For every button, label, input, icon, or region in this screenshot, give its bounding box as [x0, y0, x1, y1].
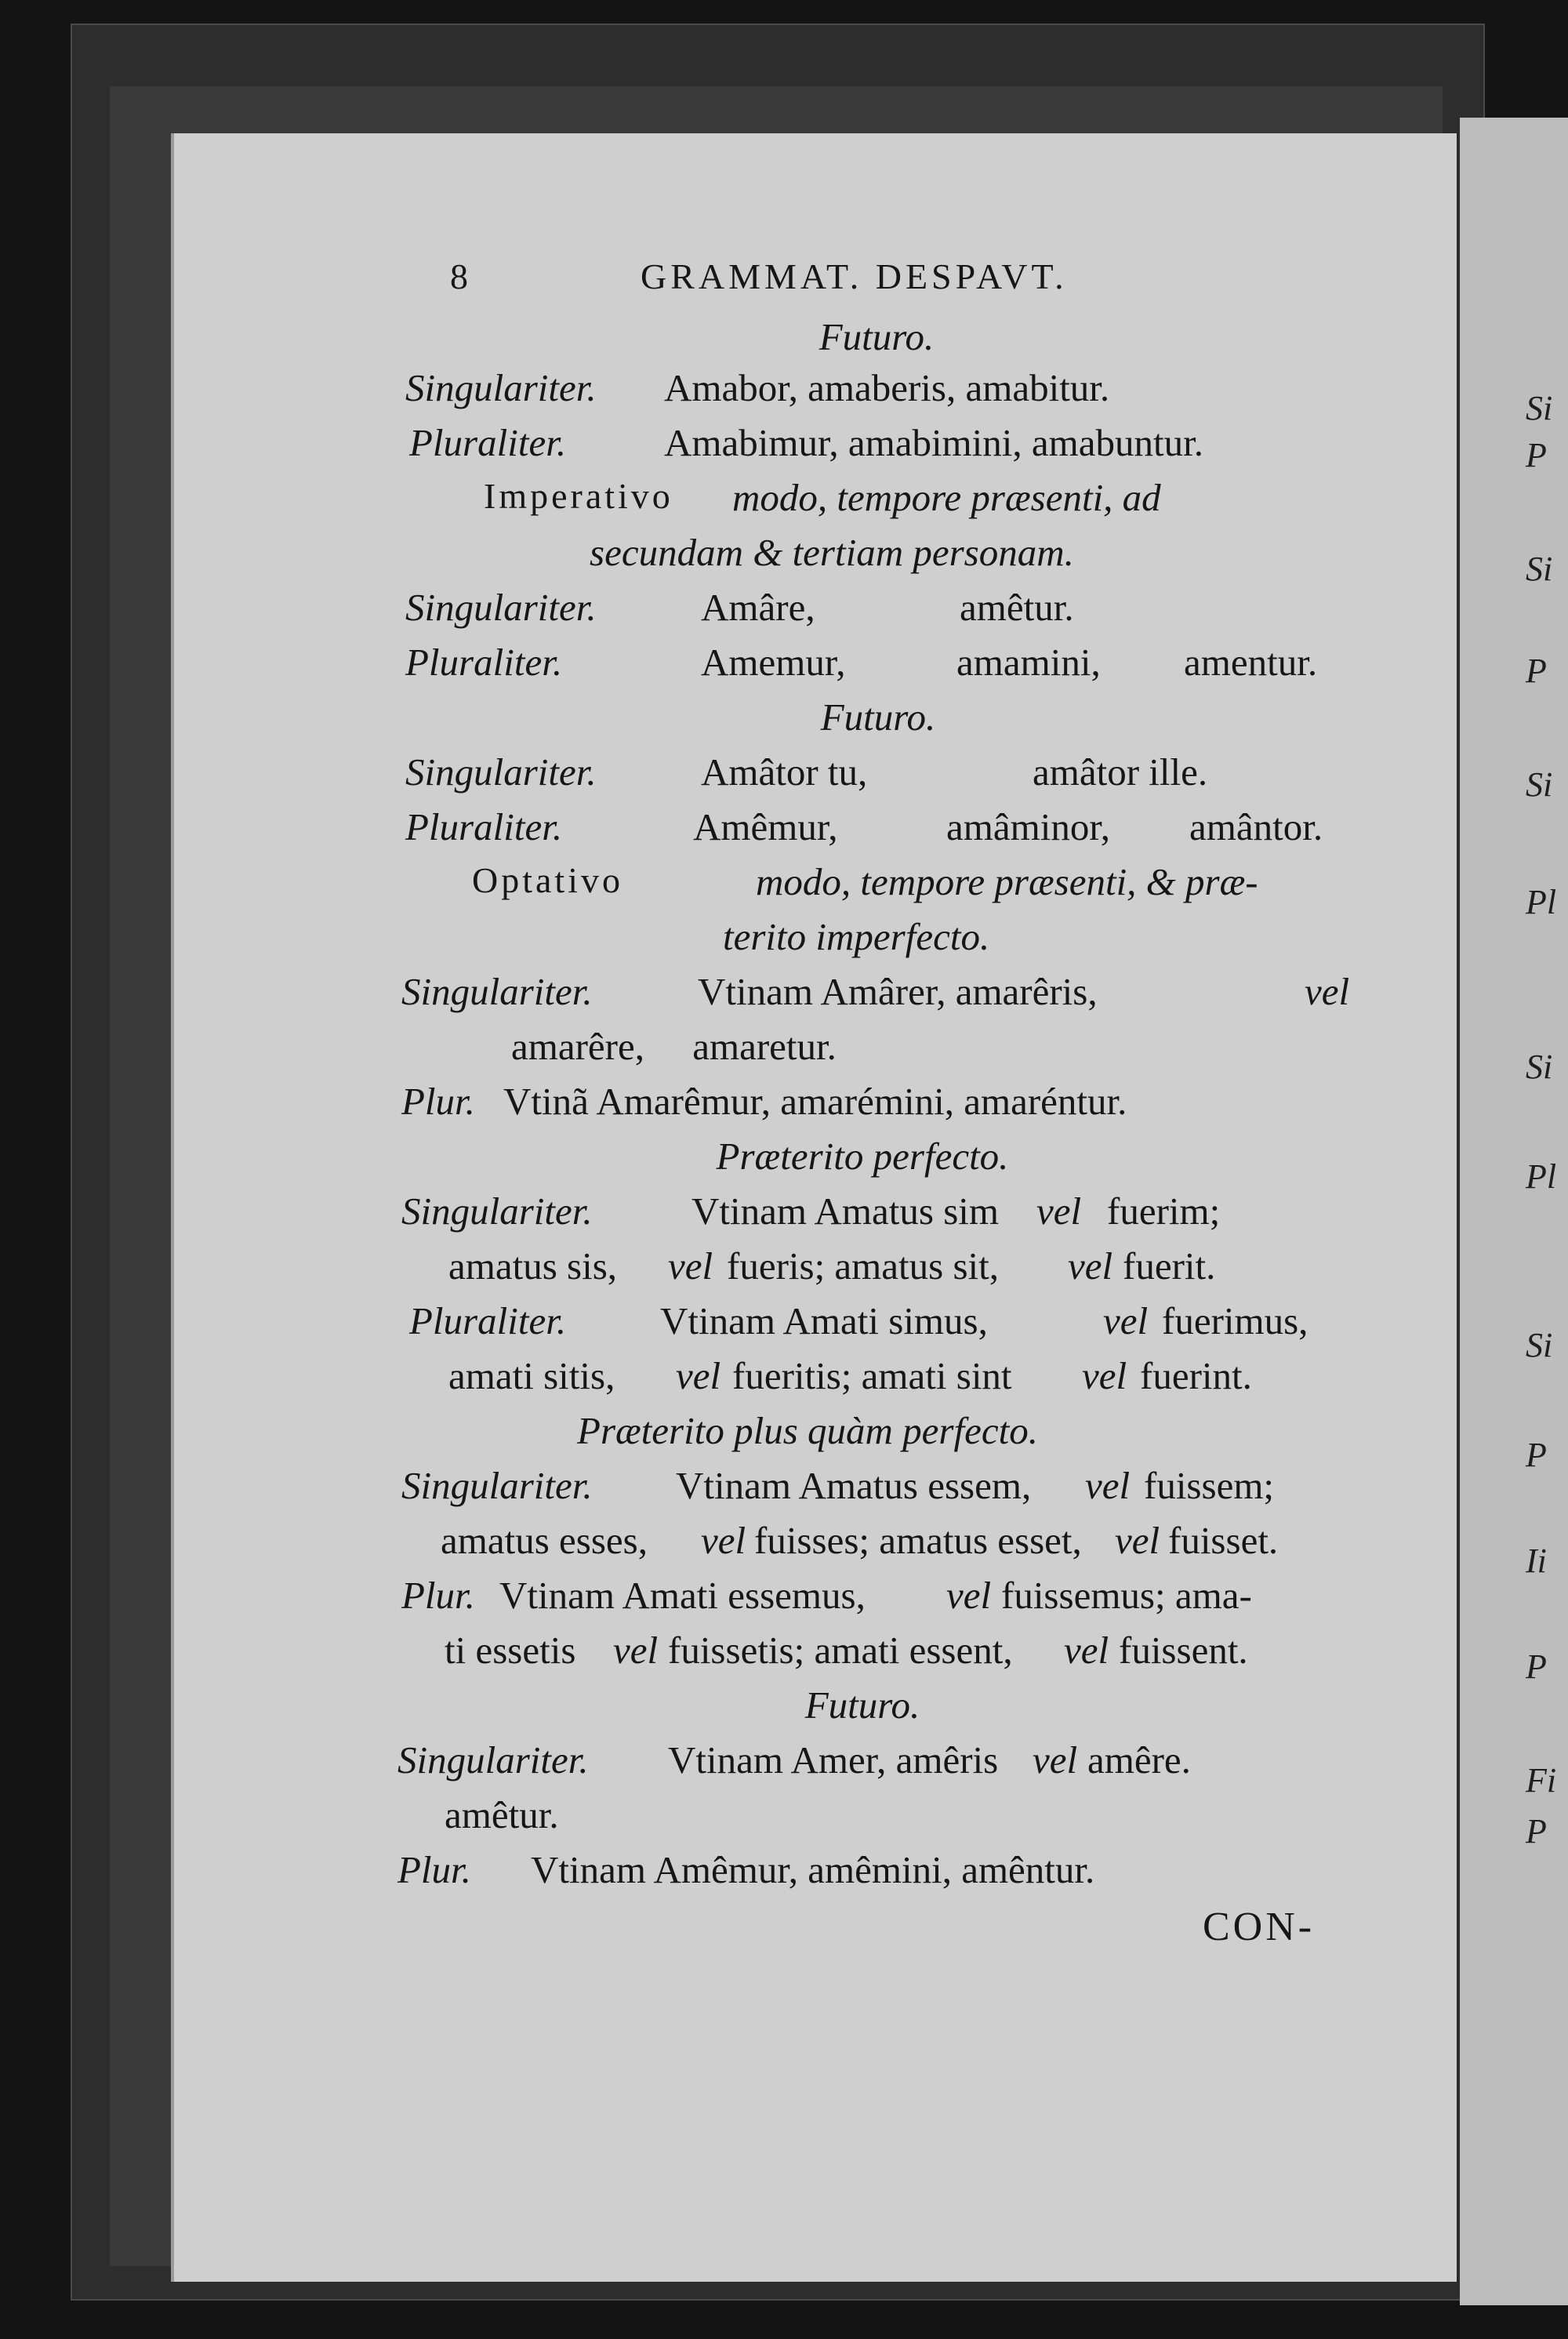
row-label: Singulariter.: [401, 1189, 593, 1233]
row-label: Singulariter.: [405, 586, 597, 629]
facing-page-fragment: P: [1526, 436, 1547, 474]
facing-page-edge: [1460, 118, 1568, 2305]
row-label: Plur.: [401, 1574, 475, 1617]
conjugation-text: fueris; amatus sit,: [727, 1244, 1000, 1288]
conjugation-text: amântor.: [1189, 805, 1323, 848]
conjugation-text: Vtinam Amatus essem,: [676, 1464, 1032, 1507]
conjugation-text: Vtinam Amatus sim: [691, 1189, 999, 1233]
conjugation-text: amâtor ille.: [1033, 750, 1208, 794]
vel-word: vel: [1305, 970, 1350, 1013]
conjugation-text: fueritis; amati sint: [732, 1354, 1012, 1397]
conjugation-text: amatus sis,: [448, 1244, 618, 1288]
conjugation-text: Amâtor tu,: [701, 750, 868, 794]
conjugation-text: fuisset.: [1168, 1519, 1279, 1562]
conjugation-text: fuissent.: [1119, 1629, 1248, 1672]
vel-word: vel: [1115, 1519, 1160, 1562]
facing-page-fragment: Si: [1526, 550, 1553, 588]
section-heading: Præterito plus quàm perfecto.: [577, 1409, 1038, 1452]
mood-heading-text: modo, tempore præsenti, ad: [732, 476, 1161, 519]
vel-word: vel: [946, 1574, 992, 1617]
conjugation-text: Vtinam Amêmur, amêmini, amêntur.: [531, 1848, 1095, 1891]
row-label: Pluraliter.: [409, 1299, 567, 1342]
vel-word: vel: [676, 1354, 721, 1397]
conjugation-text: ti essetis: [445, 1629, 576, 1672]
page-text: [174, 133, 1457, 2282]
facing-page-fragment: P: [1526, 1647, 1547, 1686]
conjugation-text: fuerint.: [1140, 1354, 1252, 1397]
facing-page-fragment: P: [1526, 1436, 1547, 1474]
conjugation-text: fuissetis; amati essent,: [668, 1629, 1013, 1672]
row-label: Pluraliter.: [405, 641, 563, 684]
facing-page-fragment: Pl: [1526, 883, 1557, 921]
vel-word: vel: [1036, 1189, 1082, 1233]
conjugation-text: Vtinam Amati simus,: [660, 1299, 988, 1342]
vel-word: vel: [1103, 1299, 1149, 1342]
facing-page-fragment: Ii: [1526, 1542, 1547, 1580]
catchword: CON-: [1203, 1905, 1316, 1949]
facing-page-fragment: Si: [1526, 1048, 1553, 1086]
conjugation-text: Amabimur, amabimini, amabuntur.: [664, 421, 1203, 464]
conjugation-text: fuissemus; ama-: [1001, 1574, 1252, 1617]
facing-page-fragment: Pl: [1526, 1157, 1557, 1196]
mood-heading: Imperativo: [484, 476, 673, 516]
conjugation-text: Amêmur,: [693, 805, 838, 848]
facing-page-fragment: P: [1526, 652, 1547, 690]
row-label: Singulariter.: [401, 970, 593, 1013]
conjugation-text: Vtinam Amati essemus,: [499, 1574, 866, 1617]
vel-word: vel: [1085, 1464, 1131, 1507]
conjugation-text: fuissem;: [1144, 1464, 1275, 1507]
mood-heading: Optativo: [472, 860, 623, 900]
vel-word: vel: [701, 1519, 746, 1562]
mood-heading-text: modo, tempore præsenti, & præ-: [756, 860, 1258, 903]
facing-page-fragment: P: [1526, 1812, 1547, 1850]
conjugation-text: Vtinam Amârer, amarêris,: [698, 970, 1098, 1013]
conjugation-text: amati sitis,: [448, 1354, 615, 1397]
section-heading: Futuro.: [818, 315, 935, 358]
conjugation-text: Vtinã Amarêmur, amarémini, amaréntur.: [503, 1080, 1127, 1123]
conjugation-text: amâminor,: [946, 805, 1110, 848]
facing-page-fragment: Si: [1526, 1326, 1553, 1364]
row-label: Pluraliter.: [405, 805, 563, 848]
conjugation-text: Amâre,: [701, 586, 815, 629]
conjugation-text: amêtur.: [960, 586, 1074, 629]
vel-word: vel: [1068, 1244, 1113, 1288]
conjugation-text: amarêre, amaretur.: [511, 1025, 837, 1068]
conjugation-text: Vtinam Amer, amêris: [668, 1738, 999, 1781]
vel-word: vel: [1064, 1629, 1109, 1672]
conjugation-text: amentur.: [1184, 641, 1318, 684]
section-heading: Futuro.: [820, 696, 936, 739]
row-label: Singulariter.: [397, 1738, 589, 1781]
row-label: Pluraliter.: [409, 421, 567, 464]
conjugation-text: amatus esses,: [441, 1519, 648, 1562]
conjugation-text: amêtur.: [445, 1793, 559, 1836]
row-label: Singulariter.: [405, 750, 597, 794]
mood-heading-text: secundam & tertiam personam.: [590, 531, 1074, 574]
row-label: Plur.: [397, 1848, 471, 1891]
conjugation-text: fuerit.: [1123, 1244, 1216, 1288]
conjugation-text: fuerim;: [1107, 1189, 1221, 1233]
conjugation-text: fuisses; amatus esset,: [754, 1519, 1082, 1562]
running-head: GRAMMAT. DESPAVT.: [641, 256, 1068, 296]
conjugation-text: amêre.: [1087, 1738, 1191, 1781]
vel-word: vel: [668, 1244, 713, 1288]
vel-word: vel: [1033, 1738, 1078, 1781]
book-page: [171, 133, 1457, 2282]
conjugation-text: fuerimus,: [1162, 1299, 1308, 1342]
vel-word: vel: [1082, 1354, 1127, 1397]
mood-heading-text: terito imperfecto.: [723, 915, 990, 958]
conjugation-text: amamini,: [956, 641, 1101, 684]
section-heading: Præterito perfecto.: [716, 1135, 1009, 1178]
row-label: Singulariter.: [401, 1464, 593, 1507]
facing-page-fragment: Fi: [1526, 1761, 1557, 1800]
vel-word: vel: [613, 1629, 659, 1672]
section-heading: Futuro.: [804, 1683, 920, 1727]
conjugation-text: Amabor, amaberis, amabitur.: [664, 366, 1110, 409]
page-number: 8: [450, 256, 472, 296]
row-label: Plur.: [401, 1080, 475, 1123]
row-label: Singulariter.: [405, 366, 597, 409]
conjugation-text: Amemur,: [701, 641, 846, 684]
facing-page-fragment: Si: [1526, 765, 1553, 804]
facing-page-fragment: Si: [1526, 389, 1553, 427]
